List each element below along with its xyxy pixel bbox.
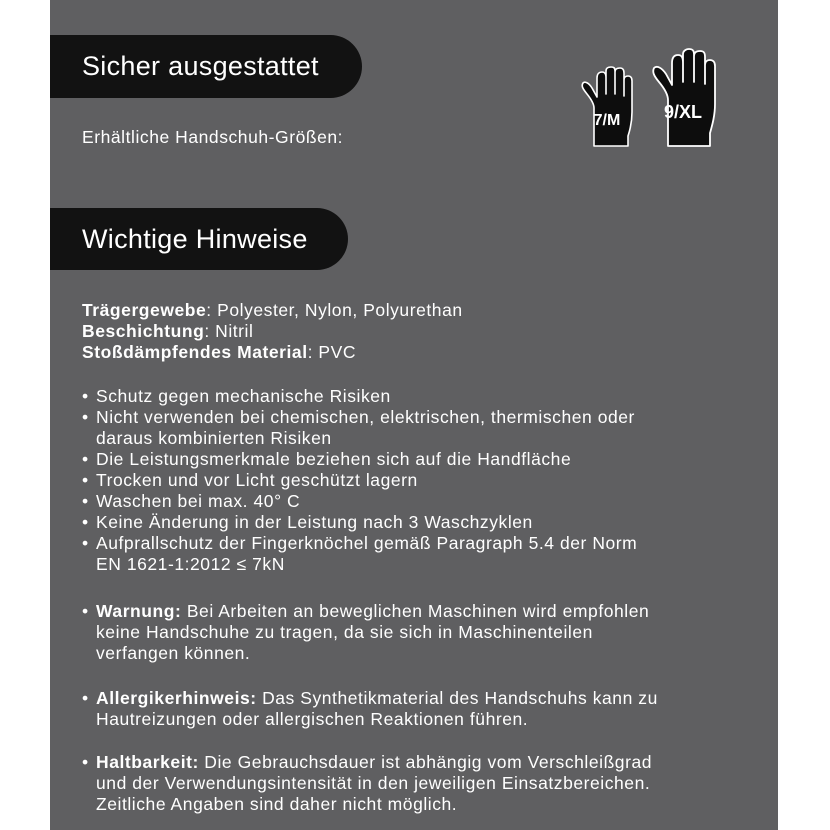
glove-9xl-icon xyxy=(650,48,736,152)
bullet-list xyxy=(82,386,637,575)
equipped-heading xyxy=(50,35,362,98)
sizes-label: Erhältliche Handschuh-Größen: xyxy=(82,127,344,147)
material-row: Beschichtung: Nitril xyxy=(82,321,254,341)
list-item: • Nicht verwenden bei chemischen, elektrischen, thermischen oder daraus kombinierten Risiken xyxy=(82,407,637,449)
size-label-9xl: 9/XL xyxy=(663,102,702,122)
allergy-note: • Allergikerhinweis: Das Synthetikmaterial des Handschuhs kann zu Hautreizungen oder allergischen Reaktionen führen. xyxy=(82,688,658,730)
info-panel xyxy=(50,0,778,830)
list-item: • Keine Änderung in der Leistung nach 3 Waschzyklen xyxy=(82,512,637,533)
durability-note: • Haltbarkeit: Die Gebrauchsdauer ist abhängig vom Verschleißgrad und der Verwendungsintensität in den jeweiligen Einsatzbereichen. Zeitliche Angaben sind daher nicht möglich. xyxy=(82,752,652,815)
list-item: • Die Leistungsmerkmale beziehen sich auf die Handfläche xyxy=(82,449,637,470)
list-item: • Schutz gegen mechanische Risiken xyxy=(82,386,637,407)
materials-list xyxy=(82,300,463,363)
list-item: • Trocken und vor Licht geschützt lagern xyxy=(82,470,637,491)
warning-note: • Warnung: Bei Arbeiten an beweglichen Maschinen wird empfohlen keine Handschuhe zu tragen, da sie sich in Maschinenteilen verfangen können. xyxy=(82,601,649,664)
equipped-title: Sicher ausgestattet xyxy=(82,51,319,81)
size-label-7m: 7/M xyxy=(593,112,621,129)
glove-size-9xl xyxy=(650,48,736,152)
list-item: • Aufprallschutz der Fingerknöchel gemäß Paragraph 5.4 der Norm EN 1621-1:2012 ≤ 7kN xyxy=(82,533,637,575)
material-row: Trägergewebe: Polyester, Nylon, Polyurethan xyxy=(82,300,463,320)
material-row: Stoßdämpfendes Material: PVC xyxy=(82,342,357,362)
list-item: • Waschen bei max. 40° C xyxy=(82,491,637,512)
notes-title: Wichtige Hinweise xyxy=(82,223,308,254)
notes-heading xyxy=(50,208,348,270)
